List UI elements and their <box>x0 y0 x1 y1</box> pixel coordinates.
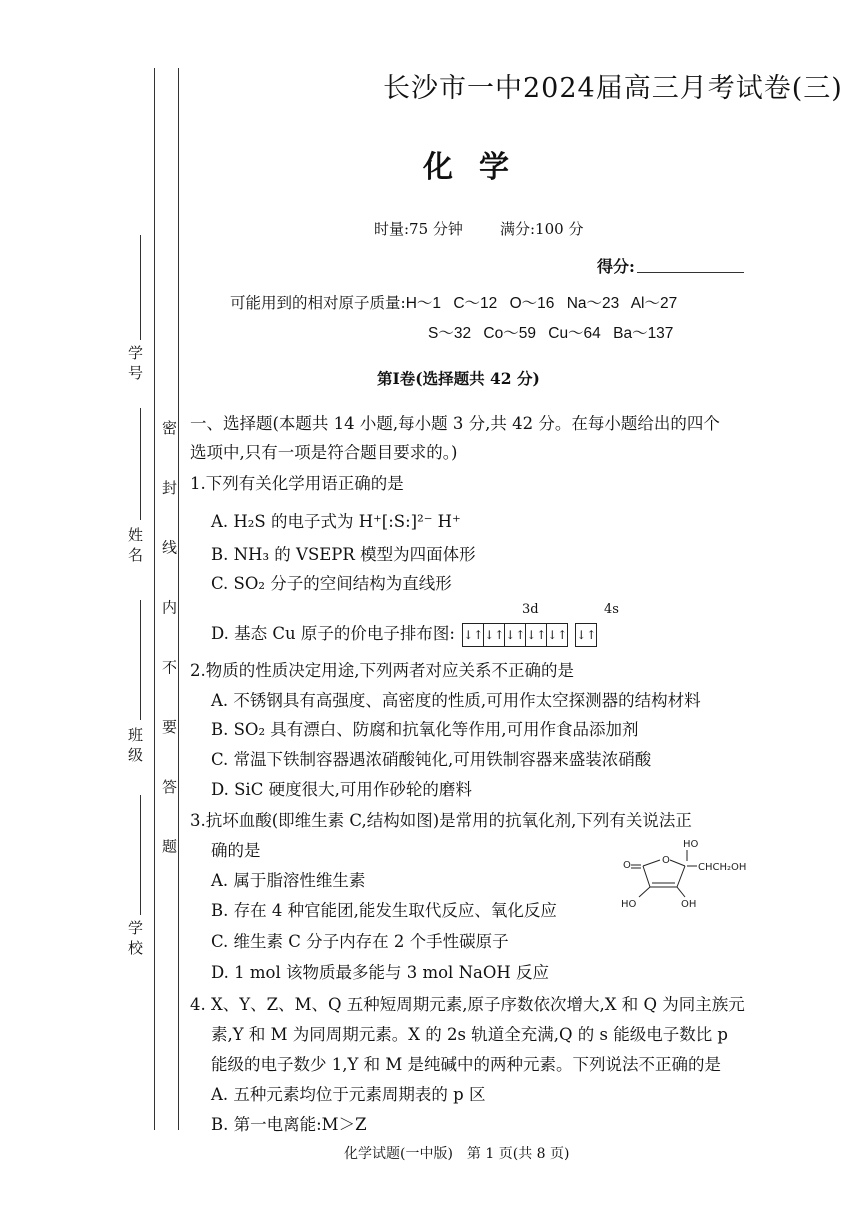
q1-option-d-text: D. 基态 Cu 原子的价电子排布图: <box>211 624 455 643</box>
score-blank <box>637 272 744 273</box>
orbital-box: ↓↑ <box>504 623 526 647</box>
vitamin-c-structure <box>615 835 755 915</box>
name-blank <box>140 408 141 520</box>
struct-ho-top: HO <box>683 839 699 850</box>
q4-stem-line1: 4. X、Y、Z、M、Q 五种短周期元素,原子序数依次增大,X 和 Q 为同主族元 <box>190 995 745 1014</box>
name-label: 姓 名 <box>126 527 144 562</box>
atomic-masses-values-1: H～1 C～12 O～16 Na～23 Al～27 <box>405 295 678 312</box>
q1-option-c: C. SO₂ 分子的空间结构为直线形 <box>211 574 452 593</box>
page-footer: 化学试题(一中版) 第 1 页(共 8 页) <box>344 1146 570 1162</box>
q2-option-b: B. SO₂ 具有漂白、防腐和抗氧化等作用,可用作食品添加剂 <box>211 720 639 739</box>
struct-o-ring: O <box>662 855 670 866</box>
section1-heading: 一、选择题(本题共 14 小题,每小题 3 分,共 42 分。在每小题给出的四个 <box>190 414 720 433</box>
orbital-label-4s: 4s <box>604 602 619 617</box>
orbital-box: ↓↑ <box>525 623 547 647</box>
q3-option-c: C. 维生素 C 分子内存在 2 个手性碳原子 <box>211 932 509 951</box>
part1-title: 第Ⅰ卷(选择题共 42 分) <box>377 369 540 388</box>
school-blank <box>140 795 141 915</box>
q4-option-a: A. 五种元素均位于元素周期表的 p 区 <box>211 1085 486 1104</box>
section1-heading-cont: 选项中,只有一项是符合题目要求的。) <box>190 443 458 462</box>
exam-title: 长沙市一中2024届高三月考试卷(三) <box>383 73 843 104</box>
q3-option-a: A. 属于脂溶性维生素 <box>211 871 366 890</box>
q1-option-a: A. H₂S 的电子式为 H⁺[:S:]²⁻ H⁺ <box>211 512 461 531</box>
orbital-box: ↓↑ <box>575 623 597 647</box>
exam-time: 时量:75 分钟 <box>374 220 463 238</box>
q3-option-d: D. 1 mol 该物质最多能与 3 mol NaOH 反应 <box>211 963 550 982</box>
q1-option-b: B. NH₃ 的 VSEPR 模型为四面体形 <box>211 545 476 564</box>
q4-stem-line2: 素,Y 和 M 为同周期元素。X 的 2s 轨道全充满,Q 的 s 能级电子数比 p <box>211 1025 728 1044</box>
orbital-box: ↓↑ <box>546 623 568 647</box>
q3-option-b: B. 存在 4 种官能团,能发生取代反应、氧化反应 <box>211 901 557 920</box>
q1-stem: 1.下列有关化学用语正确的是 <box>190 474 404 493</box>
q1-option-d <box>211 620 596 647</box>
orbital-label-3d: 3d <box>522 602 539 617</box>
q4-stem-line3: 能级的电子数少 1,Y 和 M 是纯碱中的两种元素。下列说法不正确的是 <box>211 1055 722 1074</box>
atomic-masses-line1 <box>230 291 677 313</box>
struct-side-chain: CHCH₂OH <box>698 862 747 873</box>
orbital-box: ↓↑ <box>483 623 505 647</box>
q2-option-d: D. SiC 硬度很大,可用作砂轮的磨料 <box>211 780 472 799</box>
seal-text: 密 封 线 内 不 要 答 题 <box>160 420 178 874</box>
full-score: 满分:100 分 <box>500 220 584 238</box>
q2-option-a: A. 不锈钢具有高强度、高密度的性质,可用作太空探测器的结构材料 <box>211 691 701 710</box>
score-label: 得分: <box>597 257 635 276</box>
atomic-masses-label: 可能用到的相对原子质量: <box>230 294 406 312</box>
struct-ho-bottom: HO <box>621 899 637 910</box>
orbital-4s-boxes <box>575 623 596 647</box>
orbital-box: ↓↑ <box>462 623 484 647</box>
subject-title: 化学 <box>423 150 535 185</box>
class-blank <box>140 600 141 720</box>
q3-stem-line1: 3.抗坏血酸(即维生素 C,结构如图)是常用的抗氧化剂,下列有关说法正 <box>190 811 692 830</box>
q3-stem-line2: 确的是 <box>211 841 261 860</box>
q4-option-b: B. 第一电离能:M＞Z <box>211 1115 367 1134</box>
margin-line-left <box>154 68 155 1130</box>
q2-option-c: C. 常温下铁制容器遇浓硝酸钝化,可用铁制容器来盛装浓硝酸 <box>211 750 652 769</box>
orbital-3d-boxes <box>462 623 567 647</box>
atomic-masses-line2: S～32 Co～59 Cu～64 Ba～137 <box>428 325 674 342</box>
student-id-blank <box>140 235 141 340</box>
class-label: 班 级 <box>126 727 144 762</box>
school-label: 学 校 <box>126 920 144 955</box>
q2-stem: 2.物质的性质决定用途,下列两者对应关系不正确的是 <box>190 661 574 680</box>
student-id-label: 学 号 <box>126 345 144 380</box>
struct-oh-bottom: OH <box>681 899 697 910</box>
struct-o-carbonyl: O <box>623 860 631 871</box>
